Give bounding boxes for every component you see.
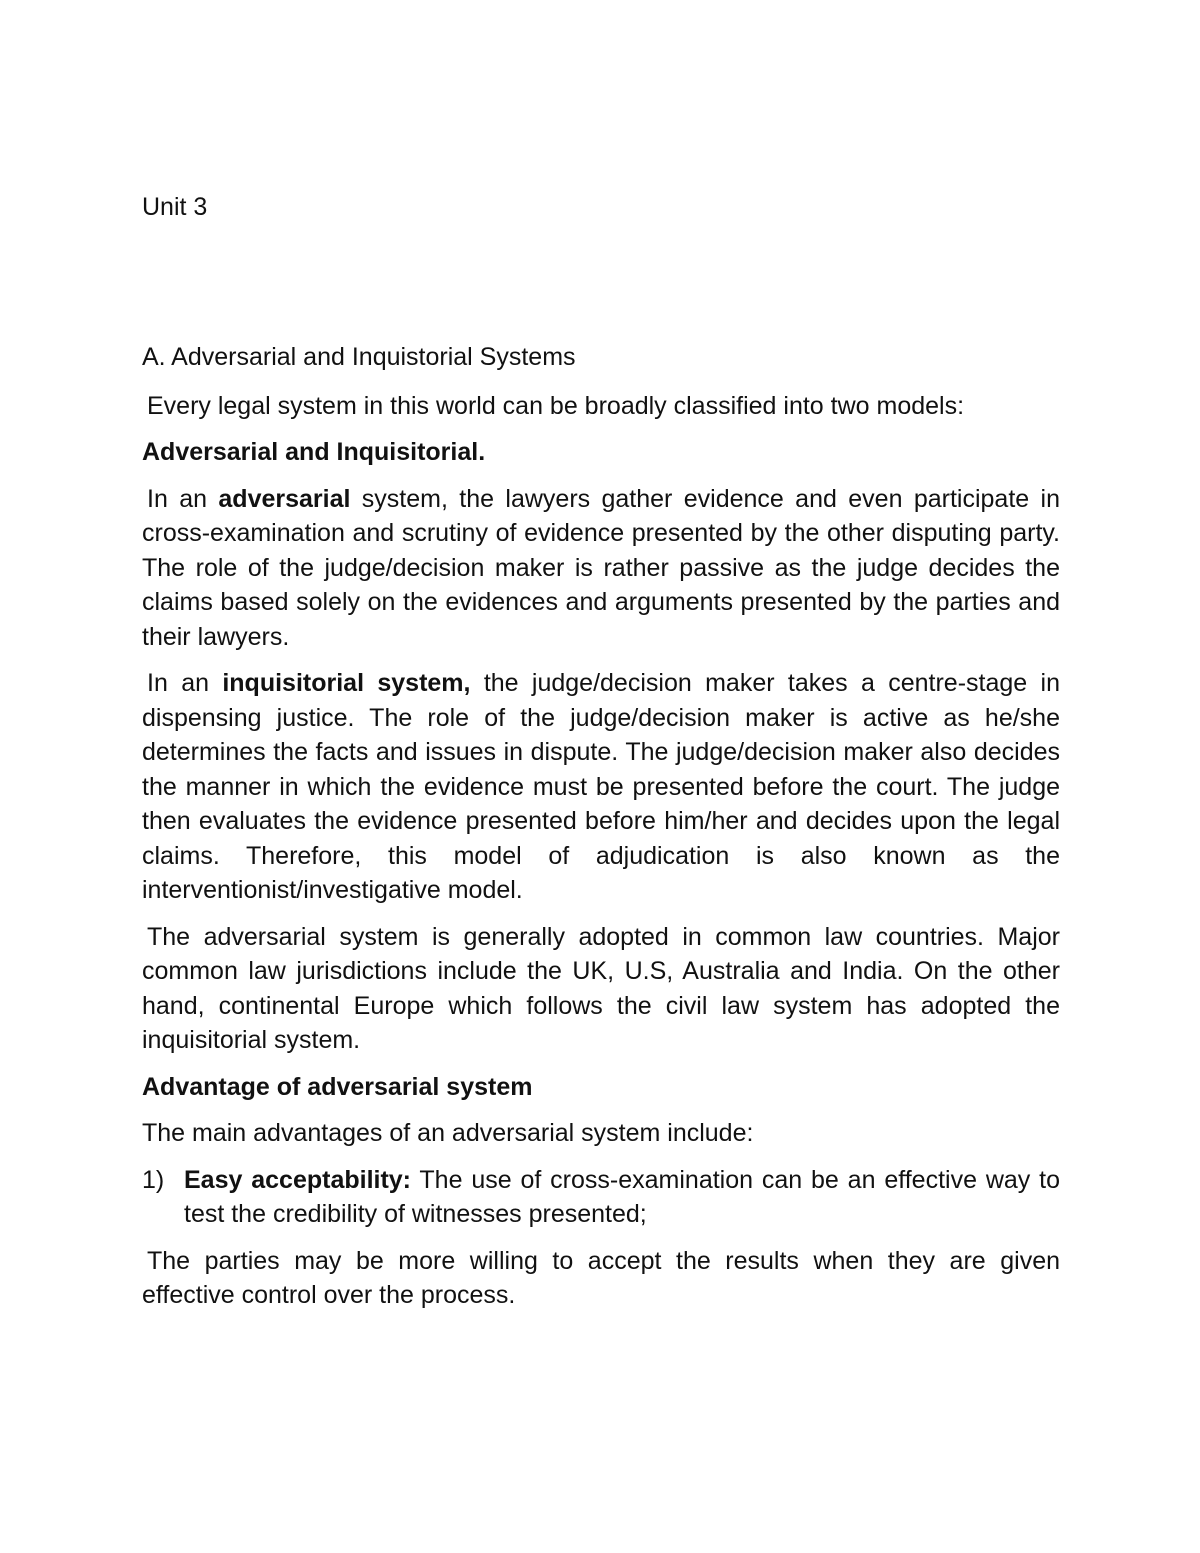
list-item (142, 1163, 1060, 1232)
closing-paragraph: The parties may be more willing to accept the results when they are given effective control over the process. (142, 1246, 1060, 1309)
list-item-body (184, 1163, 1060, 1232)
list-item-number: 1) (142, 1165, 165, 1194)
section-heading: A. Adversarial and Inquistorial Systems (142, 343, 576, 371)
list-item-title: Easy acceptability: (184, 1165, 412, 1194)
adversarial-term: adversarial (218, 484, 351, 513)
adversarial-text: system, the lawyers gather evidence and even participate in cross-examination and scrutiny of evidence presented by the other disputing party. The role of the judge/decision maker is rather passive as the judge decides the claims based solely on the evidences and arguments presented by the parties and their lawyers. (142, 484, 1060, 651)
intro-line: Every legal system in this world can be broadly classified into two models: (147, 391, 965, 420)
common-law-paragraph: The adversarial system is generally adopted in common law countries. Major common law jurisdictions include the UK, U.S, Australia and India. On the other hand, continental Europe which follows the civil law system has adopted the inquisitorial system. (142, 922, 1060, 1054)
models-heading: Adversarial and Inquisitorial. (142, 438, 486, 466)
advantage-intro: The main advantages of an adversarial system include: (142, 1119, 754, 1147)
list-item-text: The use of cross-examination can be an effective way to test the credibility of witnesses presented; (184, 1165, 1060, 1228)
inquisitorial-text: the judge/decision maker takes a centre-stage in dispensing justice. The role of the judge/decision maker is active as he/she determines the facts and issues in dispute. The judge/decision maker also decides the manner in which the evidence must be presented before the court. The judge then evaluates the evidence presented before him/her and decides upon the legal claims. Therefore, this model of adjudication is also known as the interventionist/investigative model. (142, 669, 1060, 904)
document-body (142, 190, 1060, 1325)
advantage-heading: Advantage of adversarial system (142, 1072, 533, 1101)
adversarial-lead: In an (147, 484, 219, 513)
inquisitorial-lead: In an (147, 669, 223, 697)
unit-label: Unit 3 (142, 193, 208, 221)
inquisitorial-term: inquisitorial system, (222, 669, 471, 697)
inquisitorial-paragraph (142, 666, 1060, 908)
adversarial-paragraph (142, 482, 1060, 655)
